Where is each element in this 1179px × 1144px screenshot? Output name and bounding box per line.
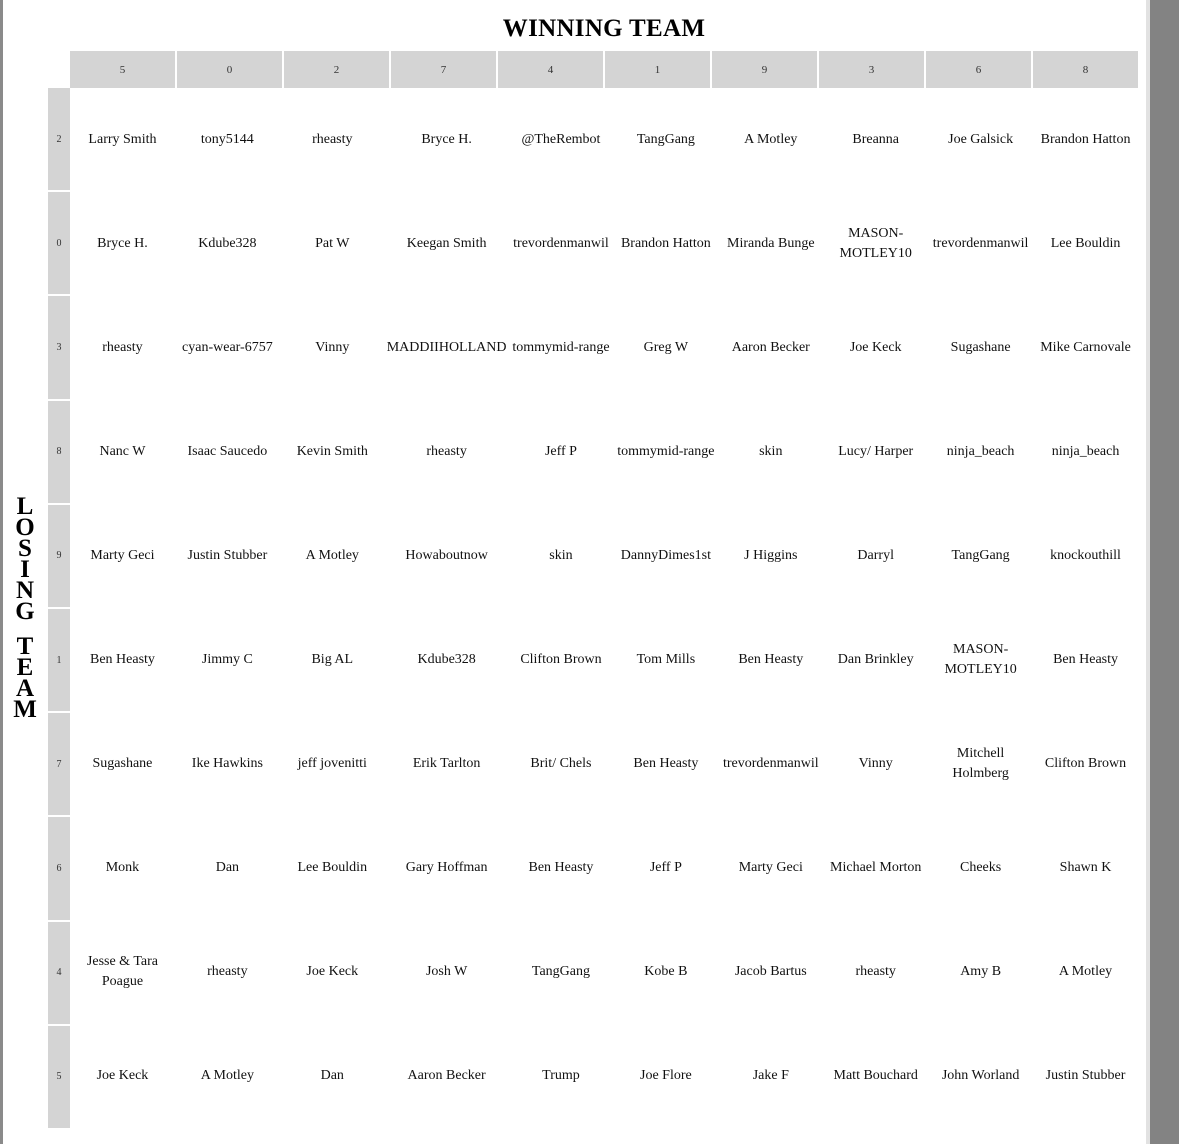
- cell-name: Cheeks: [960, 860, 1002, 875]
- cell-name: tommymid-range: [512, 340, 610, 355]
- cell-name: Breanna: [852, 132, 900, 147]
- cell-name: Bryce H.: [97, 236, 148, 251]
- grid-cell: [280, 712, 385, 816]
- cell-name: trevordenmanwil: [932, 236, 1029, 251]
- cell-name: Howaboutnow: [405, 548, 488, 563]
- cell-name: Amy B: [960, 964, 1002, 979]
- cell-name: A Motley: [200, 1068, 254, 1083]
- grid-cell: [280, 608, 385, 712]
- grid-cell: [175, 1024, 280, 1128]
- grid-cell: [509, 192, 614, 296]
- grid-cell: [280, 88, 385, 192]
- cell-name: Ben Heasty: [528, 860, 594, 875]
- cell-name: Ben Heasty: [738, 652, 804, 667]
- grid-cell: [1033, 712, 1138, 816]
- grid-cell: [1033, 920, 1138, 1024]
- cell-name: Kevin Smith: [296, 444, 368, 459]
- grid-cell: [718, 920, 823, 1024]
- grid-cell: [613, 296, 718, 400]
- grid-cell: [613, 608, 718, 712]
- grid-cell: [280, 192, 385, 296]
- grid-cell: [1033, 816, 1138, 920]
- grid-cell: [1033, 400, 1138, 504]
- cell-name: Sugashane: [950, 340, 1011, 355]
- grid-cell: [613, 192, 718, 296]
- grid-cell: [928, 920, 1033, 1024]
- cell-name: Josh W: [425, 964, 468, 979]
- grid-cell: [823, 816, 928, 920]
- grid-cell: [613, 400, 718, 504]
- cell-name: Jake F: [752, 1068, 789, 1083]
- grid-cell: [928, 296, 1033, 400]
- grid-cell: [509, 400, 614, 504]
- grid-cell: [280, 296, 385, 400]
- column-header: 6: [926, 51, 1031, 88]
- grid-cell: [385, 88, 509, 192]
- grid-cell: [385, 712, 509, 816]
- grid-cell: [175, 920, 280, 1024]
- cell-name: ninja_beach: [946, 444, 1015, 459]
- cell-name: rheasty: [102, 340, 143, 355]
- grid-cell: [718, 608, 823, 712]
- cell-name: Tom Mills: [636, 652, 696, 667]
- grid-cell: [70, 192, 175, 296]
- cell-name: Brandon Hatton: [620, 236, 711, 251]
- grid-cell: [280, 920, 385, 1024]
- cell-name: Mitchell Holmberg: [952, 746, 1009, 781]
- right-gutter: [1150, 0, 1179, 1144]
- grid-cell: [928, 400, 1033, 504]
- grid-cell: [718, 88, 823, 192]
- grid-cell: [823, 712, 928, 816]
- row-header: 4: [48, 922, 70, 1024]
- losing-team-label: [6, 493, 44, 723]
- grid-cell: [928, 192, 1033, 296]
- grid-cell: [385, 920, 509, 1024]
- cell-name: Lee Bouldin: [1050, 236, 1121, 251]
- column-header: 0: [177, 51, 282, 88]
- grid-cell: [718, 504, 823, 608]
- grid-cell: [70, 1024, 175, 1128]
- cell-name: Kdube328: [198, 236, 257, 251]
- grid-cell: [175, 88, 280, 192]
- grid-cell: [175, 712, 280, 816]
- grid-cell: [823, 192, 928, 296]
- cell-name: Jimmy C: [201, 652, 253, 667]
- grid-cell: [1033, 504, 1138, 608]
- grid-cell: [385, 608, 509, 712]
- label-letter: N: [15, 577, 35, 604]
- left-edge: [0, 0, 3, 1144]
- label-letter: E: [16, 654, 34, 681]
- cell-name: Marty Geci: [738, 860, 803, 875]
- grid-cell: [175, 608, 280, 712]
- grid-cell: [509, 504, 614, 608]
- label-letter: L: [16, 493, 34, 520]
- grid-cell: [823, 504, 928, 608]
- cell-name: Trump: [542, 1068, 580, 1083]
- cell-name: TangGang: [951, 548, 1010, 563]
- grid-cell: [385, 192, 509, 296]
- cell-name: Aaron Becker: [731, 340, 810, 355]
- cell-name: Nanc W: [99, 444, 146, 459]
- cell-name: Marty Geci: [90, 548, 155, 563]
- grid-cell: [928, 504, 1033, 608]
- cell-name: Lee Bouldin: [297, 860, 368, 875]
- grid-cell: [385, 1024, 509, 1128]
- cell-name: Brandon Hatton: [1040, 132, 1131, 147]
- grid-cell: [1033, 192, 1138, 296]
- cell-name: Clifton Brown: [1044, 756, 1127, 771]
- grid-cell: [928, 712, 1033, 816]
- cell-name: Shawn K: [1059, 860, 1112, 875]
- row-header: 5: [48, 1026, 70, 1128]
- grid-cell: [280, 816, 385, 920]
- cell-name: Big AL: [311, 652, 354, 667]
- grid-cell: [823, 296, 928, 400]
- grid-cell: [613, 1024, 718, 1128]
- grid-cell: [718, 712, 823, 816]
- cell-name: tony5144: [200, 132, 254, 147]
- grid-cell: [509, 816, 614, 920]
- cell-name: Ben Heasty: [1053, 652, 1118, 667]
- row-header: 7: [48, 713, 70, 815]
- cell-name: jeff jovenitti: [297, 756, 367, 771]
- grid-cell: [823, 920, 928, 1024]
- label-letter: S: [18, 535, 32, 562]
- column-header: 4: [498, 51, 603, 88]
- cell-name: Erik Tarlton: [412, 756, 481, 771]
- cell-name: Kobe B: [644, 964, 688, 979]
- grid-cell: [718, 192, 823, 296]
- grid-cell: [70, 88, 175, 192]
- cell-name: Aaron Becker: [407, 1068, 486, 1083]
- grid-cell: [509, 608, 614, 712]
- cell-name: Dan: [320, 1068, 344, 1083]
- grid-cell: [613, 920, 718, 1024]
- label-letter: A: [15, 675, 35, 702]
- cell-name: John Worland: [941, 1068, 1020, 1083]
- cell-name: cyan-wear-6757: [182, 340, 273, 355]
- grid-cell: [928, 1024, 1033, 1128]
- grid-cell: [385, 504, 509, 608]
- grid-cell: [718, 816, 823, 920]
- grid-cell: [613, 712, 718, 816]
- page-title: WINNING TEAM: [502, 15, 706, 42]
- column-header: 3: [819, 51, 924, 88]
- row-headers: [48, 88, 70, 1128]
- grid-cell: [70, 296, 175, 400]
- grid-cell: [509, 712, 614, 816]
- grid-cell: [509, 88, 614, 192]
- label-letter: G: [15, 598, 35, 625]
- cell-name: Vinny: [315, 340, 350, 355]
- cell-name: J Higgins: [744, 548, 798, 563]
- grid-cell: [280, 400, 385, 504]
- cell-name: Joe Keck: [96, 1068, 149, 1083]
- grid-cell: [70, 920, 175, 1024]
- grid-cell: [385, 816, 509, 920]
- cell-name: A Motley: [744, 132, 798, 147]
- cell-name: Justin Stubber: [187, 548, 268, 563]
- column-header: 8: [1033, 51, 1138, 88]
- cell-name: Ben Heasty: [89, 652, 155, 667]
- cell-name: rheasty: [207, 964, 248, 979]
- grid-cell: [1033, 88, 1138, 192]
- grid-cell: [70, 816, 175, 920]
- grid-cell: [613, 816, 718, 920]
- grid-cell: [509, 296, 614, 400]
- cell-name: Jeff P: [544, 444, 577, 459]
- grid-cell: [175, 504, 280, 608]
- grid-cell: [928, 608, 1033, 712]
- grid-cell: [718, 400, 823, 504]
- cell-name: Larry Smith: [88, 132, 157, 147]
- cell-name: Keegan Smith: [406, 236, 487, 251]
- cell-name: Lucy/ Harper: [838, 444, 914, 459]
- cell-name: Greg W: [643, 340, 689, 355]
- cell-name: tommymid-range: [617, 444, 715, 459]
- grid-cell: [718, 296, 823, 400]
- cell-name: Dan Brinkley: [837, 652, 914, 667]
- column-header: 7: [391, 51, 496, 88]
- column-header: 2: [284, 51, 389, 88]
- cell-name: skin: [759, 444, 783, 459]
- cell-name: Mike Carnovale: [1040, 340, 1131, 355]
- cell-name: @TheRembot: [521, 132, 601, 147]
- cell-name: Brit/ Chels: [530, 756, 592, 771]
- row-header: 2: [48, 88, 70, 190]
- cell-name: Dan: [215, 860, 240, 875]
- cell-name: Isaac Saucedo: [187, 444, 268, 459]
- cell-name: TangGang: [531, 964, 591, 979]
- grid-cell: [70, 400, 175, 504]
- label-letter: T: [16, 633, 34, 660]
- cell-name: TangGang: [636, 132, 695, 147]
- grid-cell: [718, 1024, 823, 1128]
- row-header: 8: [48, 401, 70, 503]
- column-header: 9: [712, 51, 817, 88]
- row-header: 9: [48, 505, 70, 607]
- cell-name: knockouthill: [1050, 548, 1121, 563]
- cell-name: ninja_beach: [1051, 444, 1120, 459]
- cell-name: Matt Bouchard: [833, 1068, 918, 1083]
- grid-cell: [385, 400, 509, 504]
- cell-name: Clifton Brown: [520, 652, 602, 667]
- grid-cell: [70, 504, 175, 608]
- grid-cell: [175, 192, 280, 296]
- grid-cell: [823, 88, 928, 192]
- grid-cell: [175, 296, 280, 400]
- grid-cell: [385, 296, 509, 400]
- cell-name: skin: [549, 548, 573, 563]
- row-header: 0: [48, 192, 70, 294]
- grid-cell: [823, 400, 928, 504]
- cell-name: Joe Keck: [306, 964, 359, 979]
- cell-name: Joe Flore: [640, 1068, 692, 1083]
- cell-name: Jeff P: [649, 860, 682, 875]
- grid-cell: [509, 920, 614, 1024]
- cell-name: Darryl: [857, 548, 894, 563]
- grid-cell: [613, 88, 718, 192]
- cell-name: Bryce H.: [421, 132, 472, 147]
- cell-name: Miranda Bunge: [727, 236, 815, 251]
- label-letter: I: [20, 556, 30, 583]
- cell-name: rheasty: [426, 444, 467, 459]
- column-header: 5: [70, 51, 175, 88]
- cell-name: Pat W: [315, 236, 350, 251]
- cell-name: MADDIIHOLLAND: [386, 340, 507, 355]
- cell-name: A Motley: [305, 548, 359, 563]
- grid-cell: [928, 816, 1033, 920]
- cell-name: MASON-MOTLEY10: [944, 642, 1017, 677]
- grid-cell: [928, 88, 1033, 192]
- grid-cell: [280, 504, 385, 608]
- cell-name: Joe Keck: [849, 340, 902, 355]
- cell-name: Joe Galsick: [948, 132, 1014, 147]
- cell-name: MASON-MOTLEY10: [839, 226, 912, 261]
- cell-name: Monk: [105, 860, 140, 875]
- cell-name: Jacob Bartus: [734, 964, 807, 979]
- grid-cell: [1033, 296, 1138, 400]
- grid-cell: [175, 400, 280, 504]
- cell-name: Ike Hawkins: [191, 756, 263, 771]
- grid-cell: [823, 1024, 928, 1128]
- grid-cell: [70, 712, 175, 816]
- cell-name: Jesse & Tara Poague: [86, 954, 158, 989]
- grid-cell: [823, 608, 928, 712]
- cell-name: rheasty: [855, 964, 896, 979]
- cell-name: Ben Heasty: [633, 756, 699, 771]
- cell-name: rheasty: [312, 132, 353, 147]
- label-letter: M: [13, 696, 37, 723]
- row-header: 1: [48, 609, 70, 711]
- column-header: 1: [605, 51, 710, 88]
- grid-cell: [1033, 608, 1138, 712]
- grid-cell: [613, 504, 718, 608]
- grid-cell: [1033, 1024, 1138, 1128]
- cell-name: A Motley: [1058, 964, 1113, 979]
- squares-grid: [70, 88, 1138, 1128]
- row-header: 3: [48, 296, 70, 398]
- cell-name: DannyDimes1st: [620, 548, 711, 563]
- cell-name: Michael Morton: [830, 860, 922, 875]
- cell-name: Gary Hoffman: [405, 860, 488, 875]
- cell-name: Vinny: [858, 756, 893, 771]
- cell-name: Sugashane: [92, 756, 153, 771]
- row-header: 6: [48, 817, 70, 919]
- grid-cell: [70, 608, 175, 712]
- cell-name: Kdube328: [417, 652, 476, 667]
- column-headers: [70, 51, 1138, 88]
- cell-name: Justin Stubber: [1045, 1068, 1126, 1083]
- cell-name: trevordenmanwil: [513, 236, 609, 251]
- cell-name: trevordenmanwil: [722, 756, 819, 771]
- grid-cell: [280, 1024, 385, 1128]
- grid-cell: [175, 816, 280, 920]
- grid-cell: [509, 1024, 614, 1128]
- label-letter: O: [15, 514, 35, 541]
